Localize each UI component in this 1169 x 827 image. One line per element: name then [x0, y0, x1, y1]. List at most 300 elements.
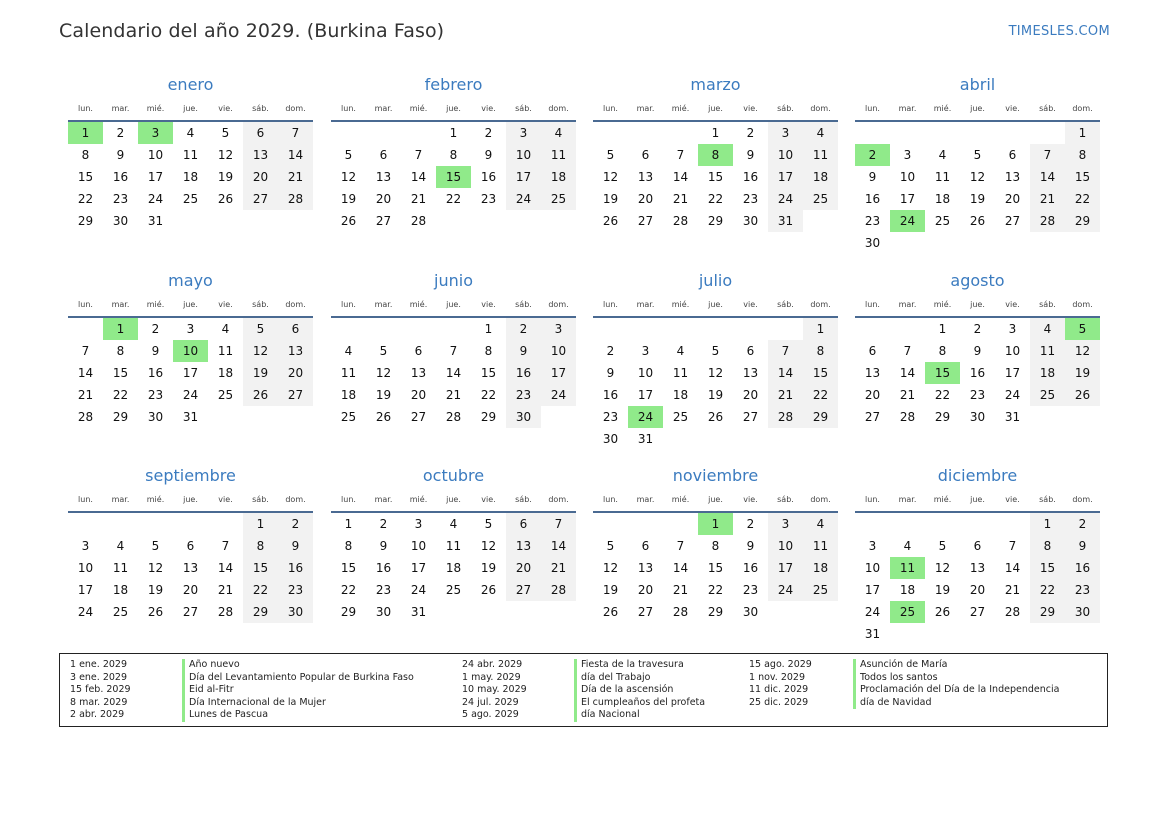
weekday-label: dom. [1072, 300, 1093, 309]
day-cell: 19 [375, 388, 392, 402]
day-cell: 14 [410, 170, 427, 184]
holiday-day-cell: 11 [890, 557, 925, 579]
weekday-label: sáb. [1039, 104, 1056, 113]
month-septiembre [68, 463, 313, 623]
day-cell: 5 [606, 539, 615, 553]
day-cell: 15 [243, 557, 278, 579]
day-cell: 22 [934, 388, 951, 402]
day-cell: 12 [480, 539, 497, 553]
weekday-label: lun. [341, 300, 356, 309]
day-cell: 4 [221, 322, 230, 336]
weekday-label: jue. [183, 495, 198, 504]
day-cell: 8 [116, 344, 125, 358]
legend-column [462, 659, 705, 722]
day-cell: 1 [449, 126, 458, 140]
day-cell: 13 [410, 366, 427, 380]
legend-holiday-name: Fiesta de la travesura [574, 659, 684, 672]
day-cell: 27 [278, 384, 313, 406]
month-name: abril [959, 75, 996, 94]
weekday-label: dom. [285, 300, 306, 309]
day-grid [855, 513, 1100, 645]
day-cell: 21 [77, 388, 94, 402]
day-cell: 18 [445, 561, 462, 575]
day-cell: 3 [414, 517, 423, 531]
day-cell: 16 [864, 192, 881, 206]
day-cell: 29 [340, 605, 357, 619]
day-cell: 23 [969, 388, 986, 402]
day-cell: 14 [445, 366, 462, 380]
weekday-label: mar. [636, 300, 655, 309]
day-cell: 3 [541, 318, 576, 340]
weekday-header [68, 98, 313, 122]
day-cell: 19 [602, 583, 619, 597]
day-cell: 26 [707, 410, 724, 424]
empty-cell [960, 513, 995, 535]
legend-date: 1 may. 2029 [462, 671, 521, 683]
day-cell: 4 [1030, 318, 1065, 340]
day-cell: 11 [217, 344, 234, 358]
day-cell: 3 [903, 148, 912, 162]
day-cell: 7 [81, 344, 90, 358]
holiday-day-cell: 10 [173, 340, 208, 362]
weekday-label: vie. [218, 104, 233, 113]
day-cell: 30 [506, 406, 541, 428]
day-cell: 1 [1030, 513, 1065, 535]
day-cell: 11 [182, 148, 199, 162]
day-cell: 7 [1008, 539, 1017, 553]
day-cell: 9 [1065, 535, 1100, 557]
day-cell: 26 [602, 605, 619, 619]
day-cell: 28 [1030, 210, 1065, 232]
day-cell: 3 [81, 539, 90, 553]
day-cell: 9 [746, 148, 755, 162]
month-julio [593, 268, 838, 450]
day-cell: 26 [147, 605, 164, 619]
day-grid [68, 122, 313, 232]
day-cell: 14 [541, 535, 576, 557]
day-cell: 25 [182, 192, 199, 206]
day-cell: 5 [973, 148, 982, 162]
weekday-header [593, 294, 838, 318]
day-cell: 2 [1065, 513, 1100, 535]
month-enero [68, 72, 313, 232]
empty-cell [628, 122, 663, 144]
day-cell: 10 [768, 535, 803, 557]
empty-cell [436, 318, 471, 340]
empty-cell [593, 513, 628, 535]
legend-item [70, 697, 414, 710]
day-cell: 31 [410, 605, 427, 619]
day-cell: 17 [864, 583, 881, 597]
day-cell: 31 [864, 627, 881, 641]
day-cell: 14 [77, 366, 94, 380]
legend-date: 15 ago. 2029 [749, 659, 812, 670]
empty-cell [103, 513, 138, 535]
day-cell: 2 [606, 344, 615, 358]
day-cell: 10 [147, 148, 164, 162]
weekday-label: lun. [603, 104, 618, 113]
empty-cell [1030, 122, 1065, 144]
day-cell: 15 [1065, 166, 1100, 188]
day-cell: 25 [541, 188, 576, 210]
day-cell: 4 [903, 539, 912, 553]
day-cell: 18 [672, 388, 689, 402]
weekday-label: lun. [78, 104, 93, 113]
legend-column [70, 659, 414, 722]
day-cell: 27 [864, 410, 881, 424]
day-cell: 16 [969, 366, 986, 380]
legend-item [462, 684, 705, 697]
day-cell: 27 [182, 605, 199, 619]
day-cell: 22 [1030, 579, 1065, 601]
day-cell: 24 [147, 192, 164, 206]
empty-cell [855, 318, 890, 340]
weekday-header [593, 489, 838, 513]
holiday-day-cell: 1 [68, 122, 103, 144]
day-cell: 28 [541, 579, 576, 601]
legend-date: 24 abr. 2029 [462, 659, 523, 670]
day-cell: 28 [768, 406, 803, 428]
day-cell: 18 [541, 166, 576, 188]
day-cell: 8 [243, 535, 278, 557]
day-cell: 28 [1004, 605, 1021, 619]
day-cell: 11 [934, 170, 951, 184]
day-cell: 20 [969, 583, 986, 597]
day-cell: 5 [484, 517, 493, 531]
weekday-label: vie. [1005, 104, 1020, 113]
weekday-label: mar. [898, 495, 917, 504]
weekday-label: mar. [111, 104, 130, 113]
day-cell: 21 [278, 166, 313, 188]
day-cell: 29 [77, 214, 94, 228]
day-cell: 5 [344, 148, 353, 162]
day-cell: 6 [379, 148, 388, 162]
empty-cell [663, 513, 698, 535]
day-cell: 1 [1065, 122, 1100, 144]
day-cell: 18 [112, 583, 129, 597]
day-cell: 2 [484, 126, 493, 140]
day-cell: 22 [707, 192, 724, 206]
day-cell: 19 [480, 561, 497, 575]
legend-holiday-name: día de Navidad [853, 697, 931, 710]
weekday-label: vie. [743, 300, 758, 309]
day-cell: 12 [340, 170, 357, 184]
day-cell: 26 [243, 384, 278, 406]
day-cell: 11 [445, 539, 462, 553]
day-cell: 29 [934, 410, 951, 424]
empty-cell [890, 318, 925, 340]
holiday-day-cell: 24 [890, 210, 925, 232]
month-mayo [68, 268, 313, 428]
day-cell: 27 [375, 214, 392, 228]
day-cell: 19 [243, 362, 278, 384]
holiday-day-cell: 8 [698, 144, 733, 166]
day-cell: 3 [768, 513, 803, 535]
day-cell: 6 [243, 122, 278, 144]
day-cell: 6 [973, 539, 982, 553]
day-cell: 9 [746, 539, 755, 553]
day-cell: 30 [602, 432, 619, 446]
weekday-label: lun. [78, 300, 93, 309]
weekday-label: lun. [865, 104, 880, 113]
weekday-label: dom. [1072, 495, 1093, 504]
day-cell: 20 [1004, 192, 1021, 206]
day-cell: 9 [868, 170, 877, 184]
day-cell: 23 [375, 583, 392, 597]
day-cell: 18 [803, 166, 838, 188]
day-cell: 25 [803, 188, 838, 210]
day-cell: 19 [147, 583, 164, 597]
day-cell: 16 [742, 170, 759, 184]
day-cell: 31 [147, 214, 164, 228]
weekday-label: dom. [810, 495, 831, 504]
day-cell: 8 [1030, 535, 1065, 557]
weekday-label: mar. [636, 104, 655, 113]
empty-cell [628, 318, 663, 340]
holiday-day-cell: 1 [103, 318, 138, 340]
weekday-label: dom. [548, 495, 569, 504]
day-cell: 15 [480, 366, 497, 380]
day-cell: 10 [768, 144, 803, 166]
day-cell: 31 [182, 410, 199, 424]
day-cell: 21 [1030, 188, 1065, 210]
weekday-label: sáb. [252, 300, 269, 309]
day-cell: 10 [899, 170, 916, 184]
legend-holiday-name: Día del Levantamiento Popular de Burkina Faso [182, 672, 414, 685]
month-junio [331, 268, 576, 428]
day-cell: 20 [637, 583, 654, 597]
legend-holiday-name: Año nuevo [182, 659, 240, 672]
day-cell: 29 [243, 601, 278, 623]
holiday-legend [59, 653, 1108, 727]
day-cell: 16 [278, 557, 313, 579]
month-agosto [855, 268, 1100, 428]
legend-item [749, 697, 1059, 710]
empty-cell [208, 513, 243, 535]
month-octubre [331, 463, 576, 623]
weekday-label: vie. [481, 104, 496, 113]
page-title: Calendario del año 2029. (Burkina Faso) [59, 20, 445, 42]
legend-date: 2 abr. 2029 [70, 709, 125, 720]
day-cell: 29 [1065, 210, 1100, 232]
day-cell: 4 [676, 344, 685, 358]
day-cell: 24 [541, 384, 576, 406]
day-cell: 6 [278, 318, 313, 340]
weekday-label: mié. [146, 495, 165, 504]
day-cell: 13 [864, 366, 881, 380]
day-cell: 27 [742, 410, 759, 424]
day-cell: 8 [711, 539, 720, 553]
brand-logo-link[interactable]: TIMESLES.COM [1008, 24, 1110, 39]
weekday-label: jue. [970, 104, 985, 113]
empty-cell [698, 318, 733, 340]
day-cell: 22 [112, 388, 129, 402]
day-cell: 28 [899, 410, 916, 424]
weekday-header [855, 98, 1100, 122]
day-cell: 29 [112, 410, 129, 424]
legend-holiday-name: Eid al-Fitr [182, 684, 234, 697]
day-cell: 13 [182, 561, 199, 575]
weekday-label: dom. [548, 104, 569, 113]
legend-holiday-name: Todos los santos [853, 672, 938, 685]
legend-holiday-name: El cumpleaños del profeta [574, 697, 705, 710]
month-name: enero [167, 75, 214, 94]
day-cell: 2 [116, 126, 125, 140]
day-cell: 24 [768, 188, 803, 210]
legend-item [70, 672, 414, 685]
day-cell: 21 [1004, 583, 1021, 597]
day-cell: 20 [742, 388, 759, 402]
day-cell: 23 [278, 579, 313, 601]
day-cell: 12 [602, 561, 619, 575]
weekday-label: sáb. [515, 495, 532, 504]
day-cell: 5 [221, 126, 230, 140]
empty-cell [401, 122, 436, 144]
day-cell: 8 [81, 148, 90, 162]
empty-cell [890, 122, 925, 144]
empty-cell [768, 318, 803, 340]
weekday-header [593, 98, 838, 122]
weekday-label: lun. [341, 495, 356, 504]
day-cell: 20 [243, 166, 278, 188]
weekday-label: mar. [111, 300, 130, 309]
day-cell: 27 [637, 605, 654, 619]
weekday-label: lun. [603, 495, 618, 504]
day-cell: 12 [934, 561, 951, 575]
weekday-label: jue. [446, 104, 461, 113]
day-cell: 16 [147, 366, 164, 380]
day-cell: 14 [1004, 561, 1021, 575]
weekday-label: sáb. [515, 300, 532, 309]
weekday-label: mié. [409, 300, 428, 309]
day-cell: 1 [938, 322, 947, 336]
day-cell: 26 [934, 605, 951, 619]
weekday-label: jue. [708, 300, 723, 309]
day-cell: 17 [768, 557, 803, 579]
weekday-label: mié. [409, 495, 428, 504]
day-cell: 18 [217, 366, 234, 380]
day-cell: 6 [1008, 148, 1017, 162]
day-cell: 9 [506, 340, 541, 362]
weekday-label: mar. [374, 495, 393, 504]
empty-cell [138, 513, 173, 535]
empty-cell [628, 513, 663, 535]
day-cell: 30 [375, 605, 392, 619]
day-cell: 17 [77, 583, 94, 597]
day-cell: 19 [1065, 362, 1100, 384]
day-cell: 30 [742, 214, 759, 228]
weekday-label: dom. [285, 495, 306, 504]
month-marzo [593, 72, 838, 232]
day-cell: 7 [221, 539, 230, 553]
legend-item [70, 684, 414, 697]
empty-cell [995, 513, 1030, 535]
day-cell: 19 [340, 192, 357, 206]
day-cell: 13 [1004, 170, 1021, 184]
day-cell: 27 [969, 605, 986, 619]
day-cell: 17 [506, 166, 541, 188]
empty-cell [68, 513, 103, 535]
weekday-label: mar. [636, 495, 655, 504]
weekday-label: jue. [446, 300, 461, 309]
weekday-label: dom. [285, 104, 306, 113]
legend-date: 8 mar. 2029 [70, 696, 128, 708]
day-cell: 2 [278, 513, 313, 535]
day-cell: 4 [803, 513, 838, 535]
day-cell: 7 [541, 513, 576, 535]
month-name: octubre [422, 466, 485, 485]
day-cell: 6 [868, 344, 877, 358]
day-cell: 2 [379, 517, 388, 531]
day-cell: 14 [217, 561, 234, 575]
empty-cell [663, 318, 698, 340]
day-cell: 12 [1065, 340, 1100, 362]
day-cell: 17 [1004, 366, 1021, 380]
day-cell: 22 [445, 192, 462, 206]
weekday-label: vie. [1005, 300, 1020, 309]
weekday-label: mar. [111, 495, 130, 504]
day-cell: 13 [243, 144, 278, 166]
empty-cell [331, 318, 366, 340]
day-cell: 9 [606, 366, 615, 380]
day-cell: 19 [602, 192, 619, 206]
day-cell: 8 [449, 148, 458, 162]
day-cell: 16 [1065, 557, 1100, 579]
day-cell: 15 [707, 170, 724, 184]
legend-item [749, 659, 1059, 672]
day-cell: 25 [112, 605, 129, 619]
day-cell: 30 [147, 410, 164, 424]
day-cell: 9 [484, 148, 493, 162]
day-cell: 22 [243, 579, 278, 601]
day-cell: 18 [934, 192, 951, 206]
month-name: noviembre [672, 466, 759, 485]
day-cell: 26 [217, 192, 234, 206]
legend-date: 25 dic. 2029 [749, 696, 809, 708]
day-cell: 23 [506, 384, 541, 406]
legend-holiday-name: Asunción de María [853, 659, 948, 672]
day-cell: 20 [506, 557, 541, 579]
day-cell: 4 [803, 122, 838, 144]
day-cell: 5 [243, 318, 278, 340]
day-cell: 11 [340, 366, 357, 380]
weekday-label: vie. [743, 495, 758, 504]
month-febrero [331, 72, 576, 232]
weekday-label: jue. [708, 104, 723, 113]
day-cell: 26 [480, 583, 497, 597]
day-cell: 7 [449, 344, 458, 358]
day-cell: 10 [541, 340, 576, 362]
day-cell: 1 [243, 513, 278, 535]
day-cell: 15 [340, 561, 357, 575]
legend-item [70, 659, 414, 672]
day-cell: 14 [672, 561, 689, 575]
empty-cell [366, 122, 401, 144]
day-cell: 3 [1008, 322, 1017, 336]
day-cell: 19 [707, 388, 724, 402]
legend-item [749, 684, 1059, 697]
day-cell: 30 [112, 214, 129, 228]
weekday-label: dom. [548, 300, 569, 309]
day-cell: 2 [151, 322, 160, 336]
empty-cell [68, 318, 103, 340]
legend-date: 11 dic. 2029 [749, 684, 809, 695]
holiday-day-cell: 15 [925, 362, 960, 384]
day-cell: 2 [746, 126, 755, 140]
holiday-day-cell: 2 [855, 144, 890, 166]
day-cell: 12 [147, 561, 164, 575]
holiday-day-cell: 5 [1065, 318, 1100, 340]
